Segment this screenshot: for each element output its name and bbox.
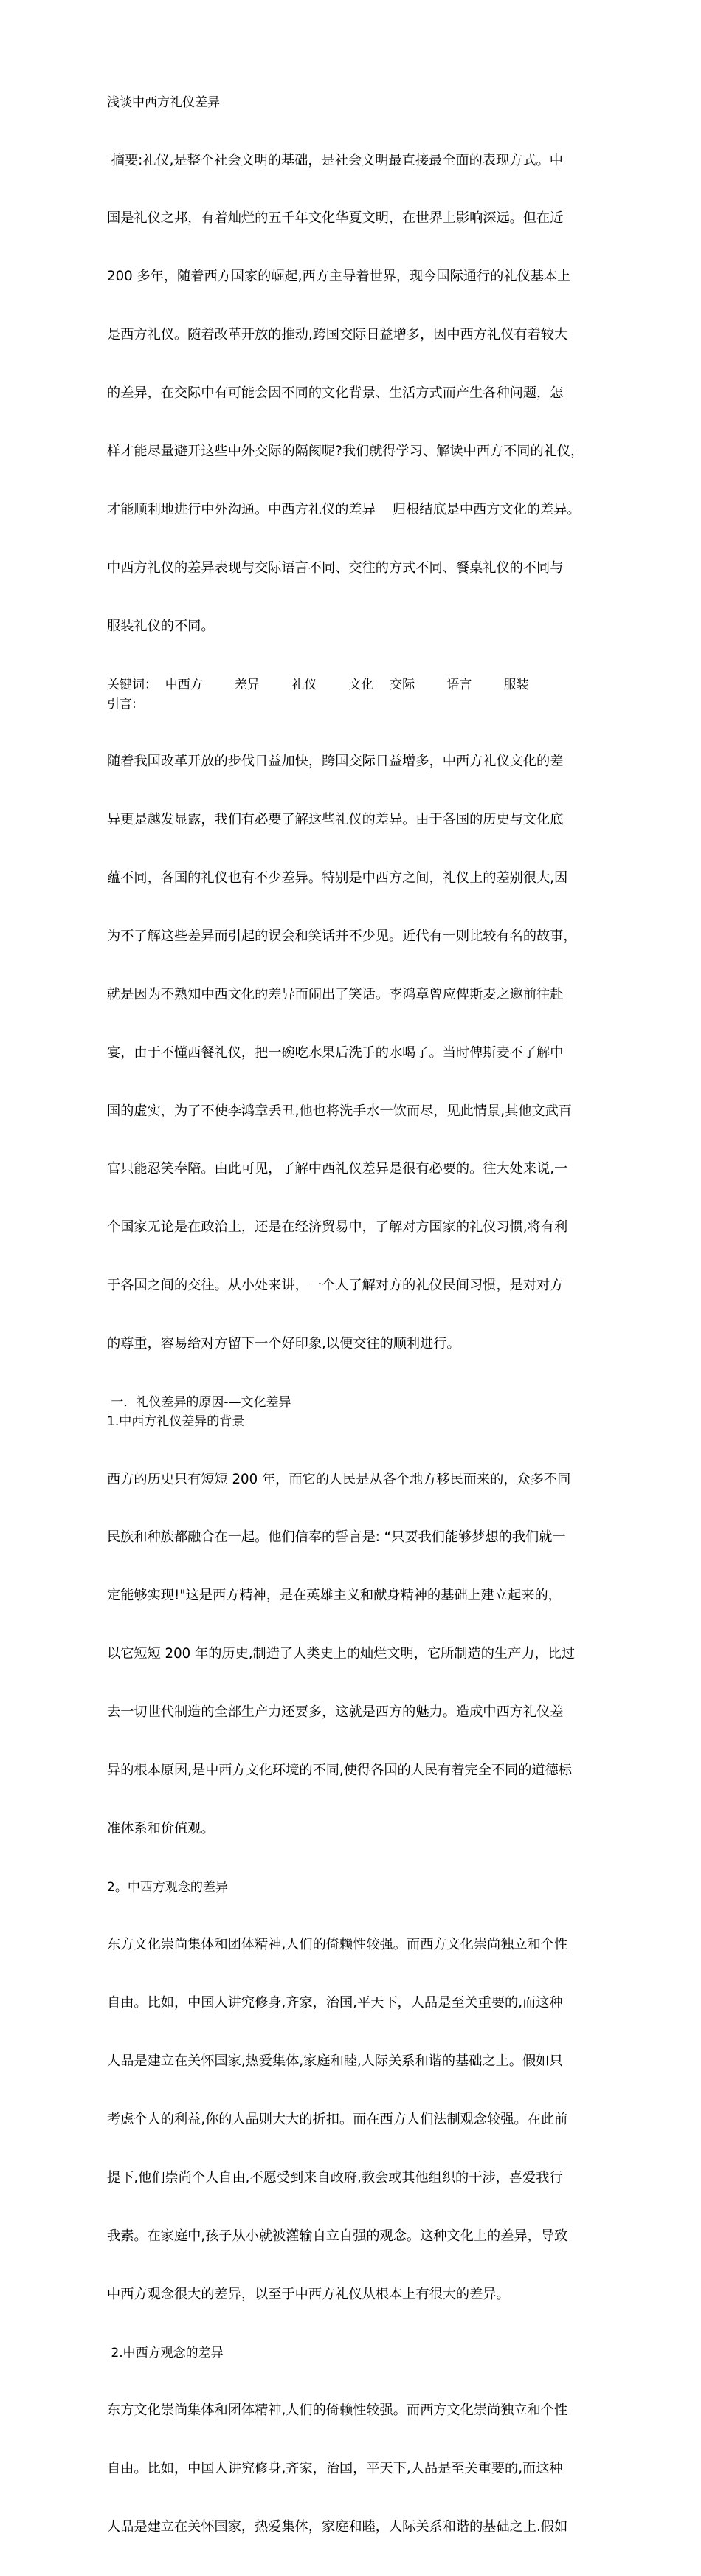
abstract-line: 服装礼仪的不同。 (107, 618, 215, 634)
section-heading: 一．礼仪差异的原因-—文化差异 (107, 1395, 291, 1410)
body-line: 人品是建立在关怀国家,热爱集体,家庭和睦,人际关系和谐的基础之上。假如只 (107, 2053, 563, 2070)
intro-line: 为不了解这些差异而引起的误会和笑话并不少见。近代有一则比较有名的故事， (107, 928, 577, 944)
intro-line: 的尊重，容易给对方留下一个好印象,以便交往的顺利进行。 (107, 1336, 460, 1352)
body-line: 中西方观念很大的差异，以至于中西方礼仪从根本上有很大的差异。 (107, 2286, 510, 2302)
abstract-line: 中西方礼仪的差异表现与交际语言不同、交往的方式不同、餐桌礼仪的不同与 (107, 559, 564, 576)
intro-line: 蕴不同，各国的礼仪也有不少差异。特别是中西方之间，礼仪上的差别很大,因 (107, 869, 568, 886)
abstract-paragraph (107, 112, 601, 675)
body-line: 自由。比如，中国人讲究修身,齐家，治国，平天下,人品是至关重要的,而这种 (107, 2461, 563, 2477)
abstract-line: 才能顺利地进行中外沟通。中西方礼仪的差异 归根结底是中西方文化的差异。 (107, 501, 581, 517)
body-line: 异的根本原因,是中西方文化环境的不同,使得各国的人民有着完全不同的道德标 (107, 1763, 572, 1779)
body-line: 西方的历史只有短短 200 年，而它的人民是从各个地方移民而来的，众多不同 (107, 1471, 571, 1487)
intro-line: 个国家无论是在政治上，还是在经济贸易中，了解对方国家的礼仪习惯,将有利 (107, 1219, 568, 1236)
intro-line: 就是因为不熟知中西文化的差异而闹出了笑话。李鸿章曾应俾斯麦之邀前往赴 (107, 986, 564, 1002)
intro-label: 引言: (107, 696, 137, 712)
concept-paragraph-repeat (107, 2363, 601, 2576)
abstract-line: 200 多年，随着西方国家的崛起,西方主导着世界，现今国际通行的礼仪基本上 (107, 269, 571, 285)
body-line: 定能够实现!"这是西方精神，是在英雄主义和献身精神的基础上建立起来的， (107, 1588, 562, 1604)
body-line: 去一切世代制造的全部生产力还要多，这就是西方的魅力。造成中西方礼仪差 (107, 1704, 564, 1721)
body-line: 自由。比如，中国人讲究修身,齐家，治国,平天下，人品是至关重要的,而这种 (107, 1995, 563, 2011)
intro-line: 宴，由于不懂西餐礼仪，把一碗吃水果后洗手的水喝了。当时俾斯麦不了解中 (107, 1044, 564, 1061)
abstract-line: 是西方礼仪。随着改革开放的推动,跨国交际日益增多，因中西方礼仪有着较大 (107, 327, 568, 343)
keywords-line: 关键词： 中西方 差异 礼仪 文化 交际 语言 服装 (107, 677, 529, 692)
document-page (107, 94, 601, 2576)
background-paragraph (107, 1431, 601, 1878)
body-line: 提下,他们崇尚个人自由,不愿受到来自政府,教会或其他组织的干涉，喜爱我行 (107, 2169, 563, 2186)
body-line: 民族和种族都融合在一起。他们信奉的誓言是: “只要我们能够梦想的我们就一 (107, 1529, 566, 1546)
subsection-heading: 2.中西方观念的差异 (107, 2345, 224, 2360)
document-title: 浅谈中西方礼仪差异 (107, 95, 220, 110)
body-line: 人品是建立在关怀国家，热爱集体，家庭和睦，人际关系和谐的基础之上.假如 (107, 2519, 568, 2535)
intro-line: 国的虚实，为了不使李鸿章丢丑,他也将洗手水一饮而尽，见此情景,其他文武百 (107, 1103, 572, 1119)
abstract-line: 摘要:礼仪,是整个社会文明的基础，是社会文明最直接最全面的表现方式。中 (107, 152, 563, 168)
intro-line: 于各国之间的交往。从小处来讲，一个人了解对方的礼仪民间习惯，是对对方 (107, 1278, 564, 1294)
body-line: 考虑个人的利益,你的人品则大大的折扣。而在西方人们法制观念较强。在此前 (107, 2112, 568, 2128)
subsection-heading: 2。中西方观念的差异 (107, 1879, 228, 1895)
body-line: 东方文化崇尚集体和团体精神,人们的倚赖性较强。而西方文化崇尚独立和个性 (107, 2403, 568, 2419)
concept-paragraph (107, 1897, 601, 2343)
abstract-line: 国是礼仪之邦，有着灿烂的五千年文化华夏文明，在世界上影响深远。但在近 (107, 210, 564, 227)
intro-line: 随着我国改革开放的步伐日益加快，跨国交际日益增多，中西方礼仪文化的差 (107, 754, 564, 770)
body-line: 准体系和价值观。 (107, 1820, 215, 1836)
subsection-heading: 1.中西方礼仪差异的背景 (107, 1414, 245, 1429)
body-line: 以它短短 200 年的历史,制造了人类史上的灿烂文明，它所制造的生产力，比过 (107, 1646, 576, 1662)
intro-line: 官只能忍笑奉陪。由此可见，了解中西礼仪差异是很有必要的。往大处来说,一 (107, 1161, 568, 1177)
intro-line: 异更是越发显露，我们有必要了解这些礼仪的差异。由于各国的历史与文化底 (107, 812, 564, 828)
body-line: 我素。在家庭中,孩子从小就被灌输自立自强的观念。这种文化上的差异，导致 (107, 2228, 568, 2244)
abstract-line: 的差异，在交际中有可能会因不同的文化背景、生活方式而产生各种问题，怎 (107, 385, 564, 402)
abstract-line: 样才能尽量避开这些中外交际的隔阂呢?我们就得学习、解读中西方不同的礼仪， (107, 444, 584, 460)
body-line: 东方文化崇尚集体和团体精神,人们的倚赖性较强。而西方文化崇尚独立和个性 (107, 1937, 568, 1953)
intro-paragraph (107, 714, 601, 1393)
